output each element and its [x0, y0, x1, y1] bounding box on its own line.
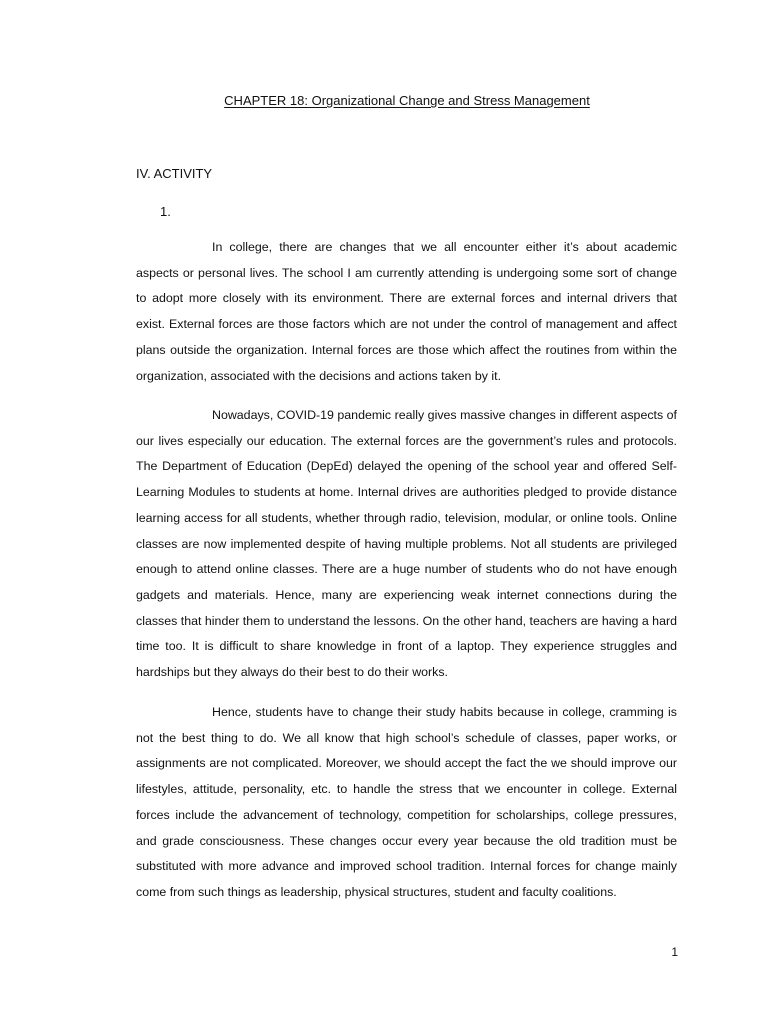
body-paragraph-1: In college, there are changes that we all encounter either it’s about academic aspects or personal lives. The school I am currently attending is undergoing some sort of change to adopt more closely with its environment. There are external forces and internal drivers that exist. External forces are those factors which are not under the control of management and affect plans outside the organization. Internal forces are those which affect the routines from within the organization, associated with the decisions and actions taken by it. [136, 240, 677, 383]
body-paragraph-3: Hence, students have to change their study habits because in college, cramming is not the best thing to do. We all know that high school’s schedule of classes, paper works, or assignments are not complicated. Moreover, we should accept the fact the we should improve our lifestyles, attitude, personality, etc. to handle the stress that we encounter in college. External forces include the advancement of technology, competition for scholarships, college pressures, and grade consciousness. These changes occur every year because the old tradition must be substituted with more advance and improved school tradition. Internal forces for change mainly come from such things as leadership, physical structures, student and faculty coalitions. [136, 705, 677, 899]
section-heading: IV. ACTIVITY [136, 166, 213, 181]
chapter-title: CHAPTER 18: Organizational Change and Stress Management [224, 93, 590, 108]
item-number: 1. [160, 204, 171, 219]
body-paragraph-2: Nowadays, COVID-19 pandemic really gives massive changes in different aspects of our lives especially our education. The external forces are the government’s rules and protocols. The Department of Education (DepEd) delayed the opening of the school year and offered Self-Learning Modules to students at home. Internal drives are authorities pledged to provide distance learning access for all students, whether through radio, television, modular, or online tools. Online classes are now implemented despite of having multiple problems. Not all students are privileged enough to attend online classes. There are a huge number of students who do not have enough gadgets and materials. Hence, many are experiencing weak internet connections during the classes that hinder them to understand the lessons. On the other hand, teachers are having a hard time too. It is difficult to share knowledge in front of a laptop. They experience struggles and hardships but they always do their best to do their works. [136, 408, 677, 680]
page-number: 1 [671, 945, 678, 959]
